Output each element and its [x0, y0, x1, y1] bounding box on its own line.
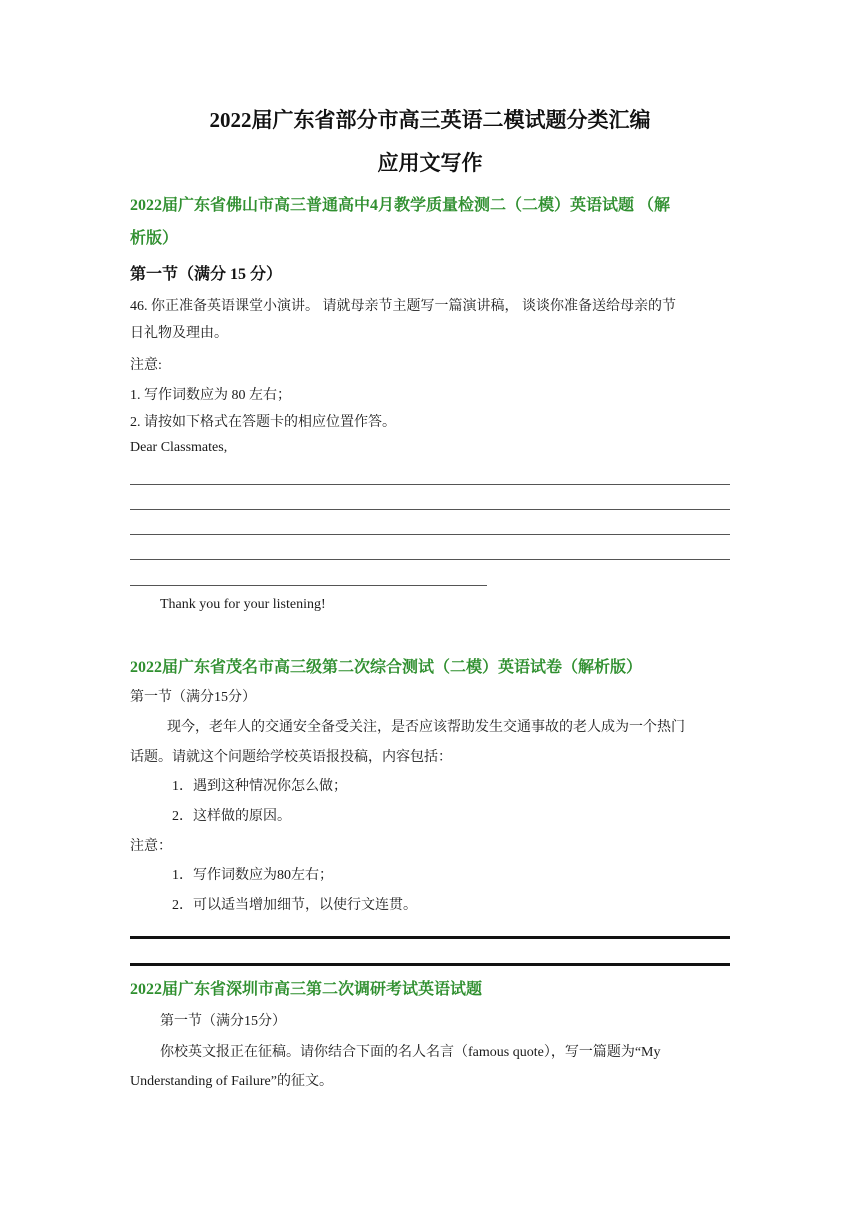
s1-heading-line1: 2022届广东省佛山市高三普通高中4月教学质量检测二（二模）英语试题 （解 [130, 197, 671, 214]
answer-line-short [130, 585, 487, 586]
s2-note-1: 1．写作词数应为80左右； [172, 868, 333, 883]
s2-note-label: 注意： [130, 839, 172, 854]
s2-paragraph-line2: 话题。请就这个问题给学校英语报投稿，内容包括： [130, 750, 452, 765]
s2-note-2: 2．可以适当增加细节，以使行文连贯。 [172, 898, 417, 913]
separator-rule [130, 936, 730, 939]
separator-rule [130, 963, 730, 966]
document-subtitle: 应用文写作 [377, 151, 483, 175]
s2-item-1: 1．遇到这种情况你怎么做； [172, 779, 347, 794]
s1-closing: Thank you for your listening! [160, 597, 326, 612]
s1-prompt-line1: 46. 你正准备英语课堂小演讲。 请就母亲节主题写一篇演讲稿， 谈谈你准备送给母亲的节 [130, 299, 676, 314]
s2-item-2: 2．这样做的原因。 [172, 809, 291, 824]
s1-section-title: 第一节（满分 15 分） [130, 266, 283, 283]
s1-note-1: 1. 写作词数应为 80 左右； [130, 388, 291, 403]
s1-heading-line2: 析版） [130, 230, 179, 247]
document-title: 2022届广东省部分市高三英语二模试题分类汇编 [209, 108, 651, 132]
s2-heading: 2022届广东省茂名市高三级第二次综合测试（二模）英语试卷（解析版） [130, 659, 643, 676]
s1-note-2: 2. 请按如下格式在答题卡的相应位置作答。 [130, 415, 396, 430]
s1-prompt-line2: 日礼物及理由。 [130, 326, 228, 341]
answer-line [130, 534, 730, 535]
s3-paragraph-line2: Understanding of Failure”的征文。 [130, 1074, 333, 1089]
s1-salutation: Dear Classmates, [130, 440, 228, 455]
answer-line [130, 559, 730, 560]
s3-section-title: 第一节（满分15分） [160, 1014, 286, 1029]
s1-note-label: 注意: [130, 358, 162, 373]
s3-paragraph-line1: 你校英文报正在征稿。请你结合下面的名人名言（famous quote），写一篇题为“My [160, 1045, 661, 1060]
s2-section-title: 第一节（满分15分） [130, 690, 256, 705]
s3-heading: 2022届广东省深圳市高三第二次调研考试英语试题 [130, 981, 483, 998]
answer-line [130, 484, 730, 485]
s2-paragraph-line1: 现今，老年人的交通安全备受关注，是否应该帮助发生交通事故的老人成为一个热门 [167, 720, 685, 735]
answer-line [130, 509, 730, 510]
